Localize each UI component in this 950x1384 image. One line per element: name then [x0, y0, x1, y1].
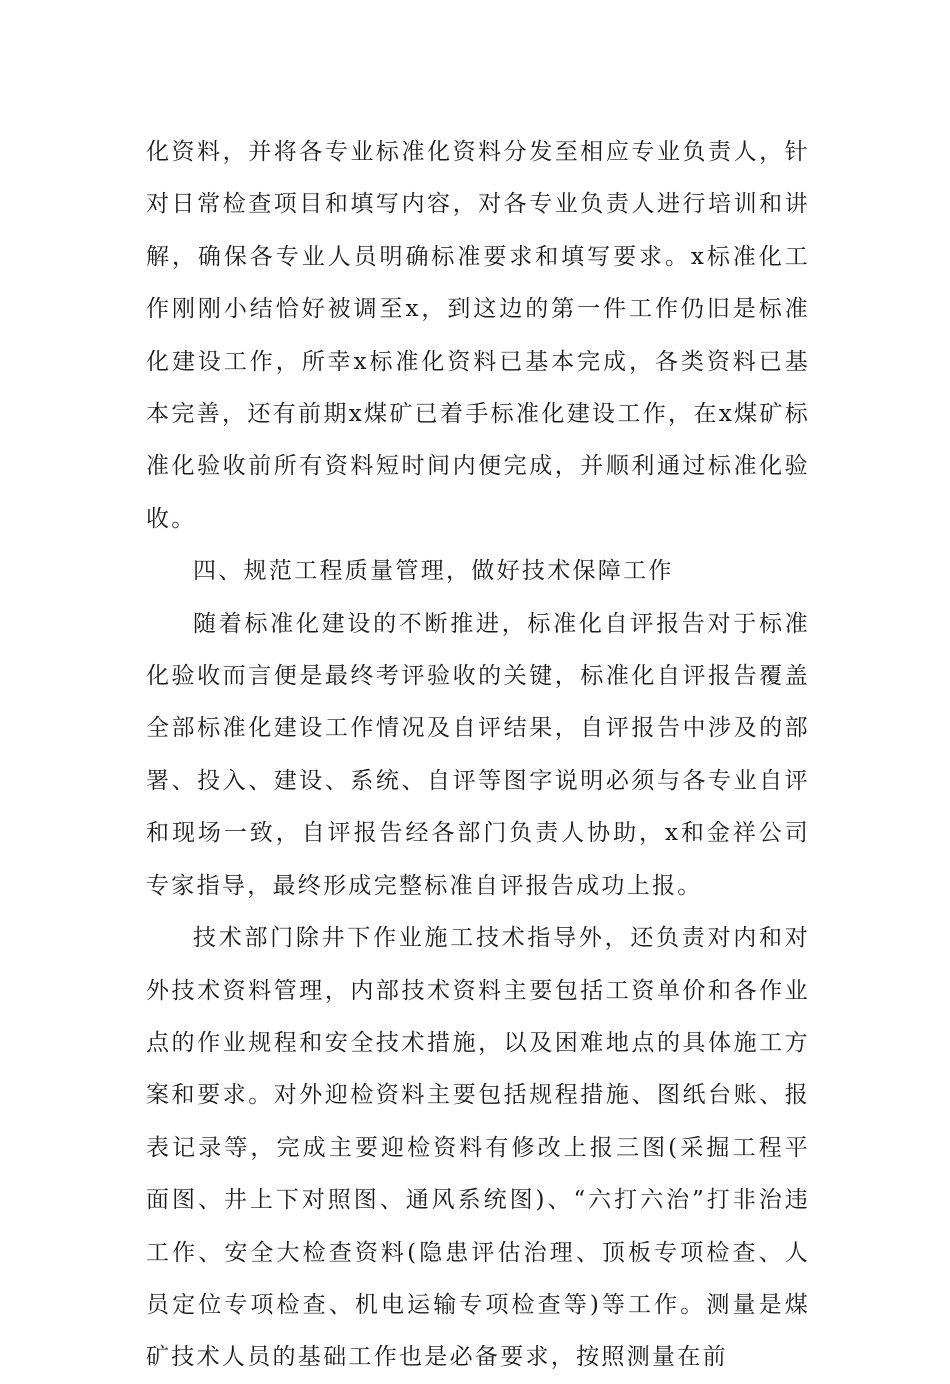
section-heading: 四、规范工程质量管理，做好技术保障工作	[193, 558, 674, 585]
paragraph-technical-materials: 技术部门除井下作业施工技术指导外，还负责对内和对外技术资料管理，内部技术资料主要包括工资单价和各作业点的作业规程和安全技术措施，以及困难地点的具体施工方案和要求。对外迎检资料主要包括规程措施、图纸台账、报表记录等，完成主要迎检资料有修改上报三图(采掘工程平面图、井上下对照图、通风系统图)、“六打六治”打非治违工作、安全大检查资料(隐患评估治理、顶板专项检查、人员定位专项检查、机电运输专项检查等)等工作。测量是煤矿技术人员的基础工作也是必备要求，按照测量在前	[146, 925, 810, 1371]
document-page	[146, 126, 810, 1384]
paragraph-continuation: 化资料，并将各专业标准化资料分发至相应专业负责人，针对日常检查项目和填写内容，对各专业负责人进行培训和讲解，确保各专业人员明确标准要求和填写要求。x标准化工作刚刚小结恰好被调至x，到这边的第一件工作仍旧是标准化建设工作，所幸x标准化资料已基本完成，各类资料已基本完善，还有前期x煤矿已着手标准化建设工作，在x煤矿标准化验收前所有资料短时间内便完成，并顺利通过标准化验收。	[146, 139, 810, 532]
paragraph-self-evaluation: 随着标准化建设的不断推进，标准化自评报告对于标准化验收而言便是最终考评验收的关键，标准化自评报告覆盖全部标准化建设工作情况及自评结果，自评报告中涉及的部署、投入、建设、系统、自评等图字说明必须与各专业自评和现场一致，自评报告经各部门负责人协助，x和金祥公司专家指导，最终形成完整标准自评报告成功上报。	[146, 610, 810, 899]
